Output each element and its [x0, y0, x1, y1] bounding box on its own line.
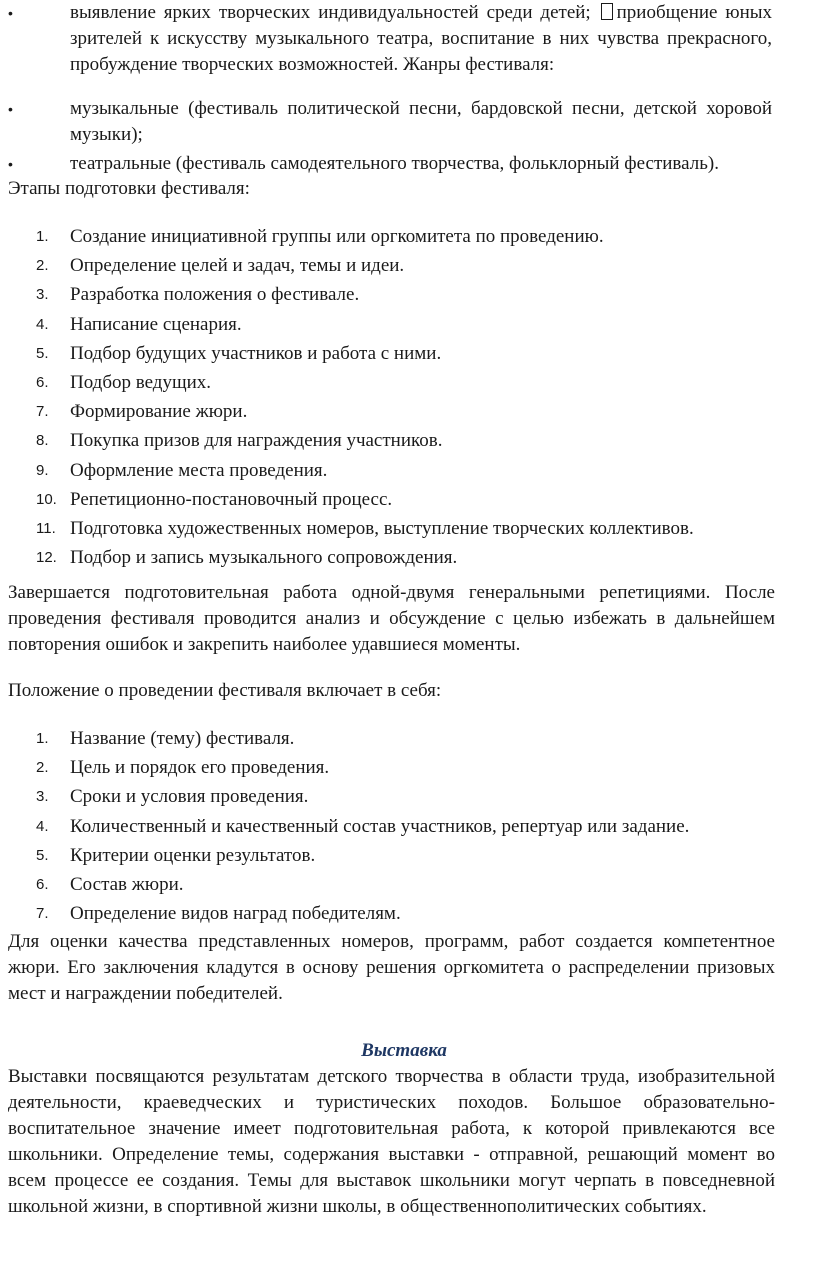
- list-number: 2.: [36, 257, 49, 275]
- list-number: 2.: [36, 759, 49, 777]
- list-number: 7.: [36, 905, 49, 923]
- list-number: 9.: [36, 461, 49, 479]
- list-text: Оформление места проведения.: [70, 459, 328, 481]
- list-text: Покупка призов для награждения участников.: [70, 430, 443, 452]
- list-number: 5.: [36, 344, 49, 362]
- list-number: 4.: [36, 817, 49, 835]
- list-number: 6.: [36, 875, 49, 893]
- list-text: Название (тему) фестиваля.: [70, 728, 295, 749]
- list-text: Разработка положения о фестивале.: [70, 284, 360, 306]
- list-item: [8, 870, 798, 899]
- bullet-item-music: [8, 96, 772, 148]
- list-number: 8.: [36, 432, 49, 450]
- list-item: [8, 310, 798, 339]
- section-title: Выставка: [361, 1040, 447, 1061]
- bullet-item-theatre: [8, 151, 772, 177]
- list-item: [8, 456, 798, 485]
- list-number: 1.: [36, 730, 49, 747]
- bullet-text-part-a: выявление ярких творческих индивидуальностей среди детей;: [70, 2, 591, 23]
- paragraph-exhibition: Выставки посвящаются результатам детского творчества в области труда, изобразительной деятельности, краеведческих и туристических походов. Большое образовательно-воспитательное значение имеет подготовительная работа, к которой привлекаются все школьники. Определение темы, содержания выставки - отправной, решающий момент во всем процессе ее создания. Темы для выставок школьники могут черпать в повседневной школьной жизни, в спортивной жизни школы, в общественнополитических событиях.: [8, 1066, 775, 1217]
- regulation-heading: Положение о проведении фестиваля включает в себя:: [8, 680, 442, 701]
- bullet-mark: •: [8, 5, 13, 21]
- list-item: [8, 543, 798, 572]
- list-text: Состав жюри.: [70, 873, 184, 895]
- bullet-text: музыкальные (фестиваль политической песни, бардовской песни, детской хоровой музыки);: [70, 98, 772, 145]
- box-glyph-icon: [601, 3, 613, 20]
- list-number: 5.: [36, 846, 49, 864]
- list-text: Подбор будущих участников и работа с ними.: [70, 342, 442, 364]
- list-item: [8, 899, 798, 928]
- list-item: [8, 280, 798, 309]
- list-text: Подбор ведущих.: [70, 371, 212, 393]
- list-item: [8, 841, 798, 870]
- list-item: [8, 514, 798, 543]
- list-number: 3.: [36, 788, 49, 806]
- bullet-text: [70, 0, 772, 78]
- list-item: [8, 368, 798, 397]
- list-text: Создание инициативной группы или оргкомитета по проведению.: [70, 226, 604, 247]
- list-item: [8, 782, 798, 811]
- list-number: 4.: [36, 315, 49, 333]
- bullet-mark: •: [8, 156, 13, 172]
- list-item: [8, 753, 798, 782]
- list-text: Подготовка художественных номеров, выступление творческих коллективов.: [70, 517, 694, 539]
- paragraph-rehearsal: Завершается подготовительная работа одной-двумя генеральными репетициями. После проведения фестиваля проводится анализ и обсуждение с целью избежать в дальнейшем повторения ошибок и закрепить наиболее удавшиеся моменты.: [8, 582, 775, 655]
- bullet-text-part-b: приобщение юных зрителей к искусству музыкального театра, воспитание в них чувства прекрасного, пробуждение творческих возможностей. Жанры фестиваля:: [70, 2, 773, 75]
- list-number: 3.: [36, 286, 49, 304]
- list-number: 12.: [36, 549, 57, 567]
- bullet-mark: •: [8, 101, 13, 117]
- stages-list: [8, 222, 798, 572]
- paragraph-jury: Для оценки качества представленных номеров, программ, работ создается компетентное жюри. Его заключения кладутся в основу решения оргкомитета о распределении призовых мест и награждении победителей.: [8, 931, 775, 1004]
- list-number: 7.: [36, 403, 49, 421]
- list-text: Сроки и условия проведения.: [70, 786, 309, 808]
- list-item: [8, 251, 798, 280]
- list-text: Определение видов наград победителям.: [70, 903, 401, 925]
- list-text: Количественный и качественный состав участников, репертуар или задание.: [70, 815, 690, 837]
- list-text: Определение целей и задач, темы и идеи.: [70, 255, 405, 277]
- list-number: 11.: [36, 519, 56, 537]
- list-text: Формирование жюри.: [70, 401, 248, 423]
- list-number: 10.: [36, 490, 57, 508]
- list-item: [8, 812, 798, 841]
- list-text: Подбор и запись музыкального сопровождения.: [70, 547, 458, 569]
- regulation-list: [8, 724, 798, 928]
- list-item: [8, 222, 798, 251]
- list-item: [8, 397, 798, 426]
- list-item: [8, 339, 798, 368]
- list-item: [8, 426, 798, 455]
- list-item: [8, 724, 798, 753]
- list-number: 1.: [36, 228, 49, 245]
- list-number: 6.: [36, 373, 49, 391]
- list-text: Написание сценария.: [70, 313, 242, 335]
- list-text: Репетиционно-постановочный процесс.: [70, 488, 393, 510]
- bullet-text: театральные (фестиваль самодеятельного творчества, фольклорный фестиваль).: [70, 153, 719, 174]
- bullet-item-goals: [8, 0, 772, 78]
- stages-heading: Этапы подготовки фестиваля:: [8, 178, 250, 199]
- list-item: [8, 485, 798, 514]
- list-text: Цель и порядок его проведения.: [70, 757, 330, 779]
- list-text: Критерии оценки результатов.: [70, 844, 316, 866]
